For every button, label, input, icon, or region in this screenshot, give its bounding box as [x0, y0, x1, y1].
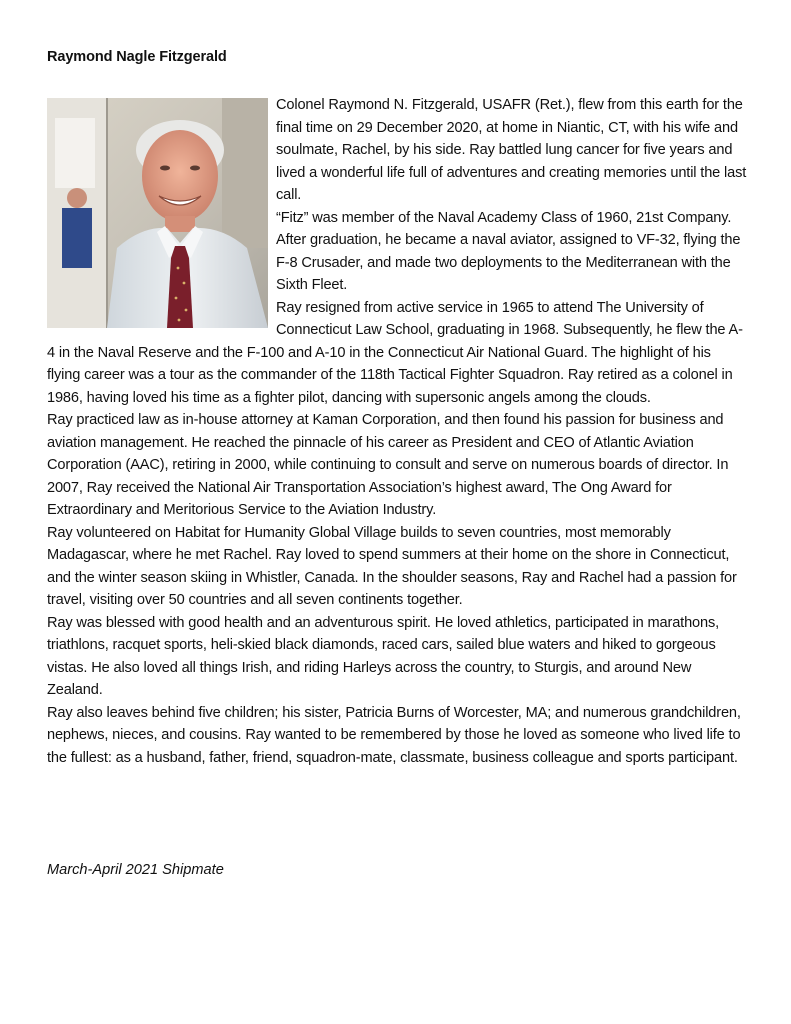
paragraph: “Fitz” was member of the Naval Academy Class of 1960, 21st Company. After graduation, he became a naval aviator, assigned to VF-32, flying the F-8 Crusader, and made two deployments to the Mediterranean with the Sixth Fleet.: [276, 209, 741, 293]
obituary-body: [47, 94, 747, 769]
paragraph: Ray was blessed with good health and an adventurous spirit. He loved athletics, participated in marathons, triathlons, racquet sports, heli-skied black diamonds, raced cars, sailed blue waters and hiked to gorgeous vistas. He also loved all things Irish, and riding Harleys across the country, to Sturgis, and around New Zealand.: [47, 614, 720, 698]
paragraph: Colonel Raymond N. Fitzgerald, USAFR (Ret.), flew from this earth for the final time on 29 December 2020, at home in Niantic, CT, with his wife and soulmate, Rachel, by his side. Ray battled lung cancer for five years and lived a wonderful life full of adventures and creating memories until the last call.: [276, 97, 747, 203]
source-citation: March-April 2021 Shipmate: [47, 862, 224, 878]
paragraph: Ray volunteered on Habitat for Humanity Global Village builds to seven countries, most memorably Madagascar, where he met Rachel. Ray loved to spend summers at their home on the shore in Connecticut, and the winter season skiing in Whistler, Canada. In the shoulder seasons, Ray and Rachel had a passion for travel, visiting over 50 countries and all seven continents together.: [47, 524, 737, 608]
paragraph: Ray practiced law as in-house attorney at Kaman Corporation, and then found his passion for business and aviation management. He reached the pinnacle of his career as President and CEO of Atlantic Aviation Corporation (AAC), retiring in 2000, while continuing to consult and serve on numerous boards of director. In 2007, Ray received the National Air Transportation Association’s highest award, The Ong Award for Extraordinary and Meritorious Service to the Aviation Industry.: [47, 412, 729, 518]
paragraph: Ray resigned from active service in 1965 to attend The University of Connecticut Law School, graduating in 1968. Subsequently, he flew the A-4 in the Naval Reserve and the F-100 and A-10 in the Connecticut Air National Guard. The highlight of his flying career was a tour as the commander of the 118th Tactical Fighter Squadron. Ray retired as a colonel in 1986, having loved his time as a fighter pilot, dancing with supersonic angels among the clouds.: [47, 299, 743, 406]
page-title: Raymond Nagle Fitzgerald: [47, 49, 227, 65]
paragraph: Ray also leaves behind five children; his sister, Patricia Burns of Worcester, MA; and numerous grandchildren, nephews, nieces, and cousins. Ray wanted to be remembered by those he loved as someone who lived life to the fullest: as a husband, father, friend, squadron-mate, classmate, business colleague and sports participant.: [47, 704, 741, 766]
